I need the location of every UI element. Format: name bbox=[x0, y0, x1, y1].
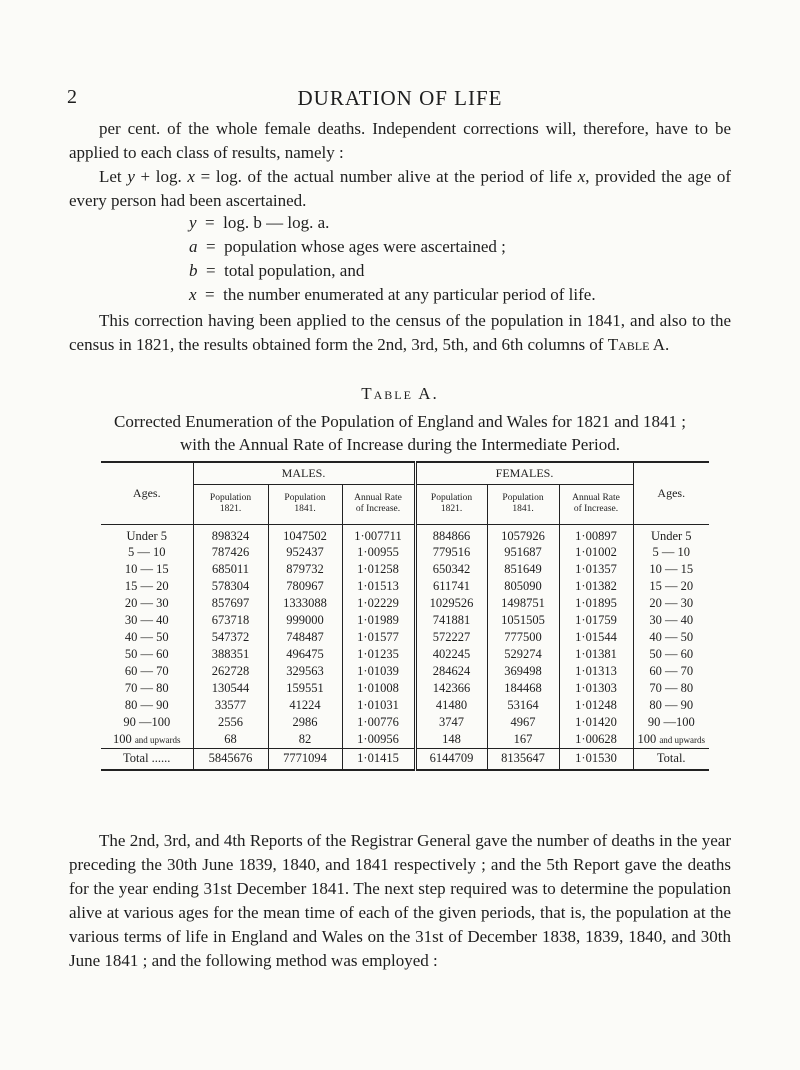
cell: 7771094 bbox=[268, 748, 342, 770]
cell: 879732 bbox=[268, 561, 342, 578]
age-cell: 50 — 60 bbox=[124, 647, 169, 661]
subheader-male-rate: Annual Rate of Increase. bbox=[342, 484, 415, 524]
para2-lead: Let bbox=[99, 167, 122, 186]
caption-line-2: with the Annual Rate of Increase during the Intermediate Period. bbox=[180, 435, 620, 454]
cell: 1057926 bbox=[487, 524, 559, 544]
age-cell: 60 — 70 bbox=[633, 663, 709, 680]
cell: 1·00897 bbox=[559, 524, 633, 544]
cell: 1·01357 bbox=[559, 561, 633, 578]
para3-table-ref: Table A. bbox=[607, 335, 670, 354]
formula-eq: = bbox=[206, 237, 216, 256]
cell: 369498 bbox=[487, 663, 559, 680]
formula-line bbox=[189, 237, 506, 257]
header-males: MALES. bbox=[193, 462, 415, 484]
cell: 329563 bbox=[268, 663, 342, 680]
cell: 1·01258 bbox=[342, 561, 415, 578]
paragraph-3 bbox=[69, 309, 731, 357]
para2-rest2: , provided the age of every person had been ascertained. bbox=[69, 167, 732, 210]
cell: 805090 bbox=[487, 578, 559, 595]
para2-plus-log: + log. bbox=[140, 167, 182, 186]
cell: 41480 bbox=[415, 697, 487, 714]
age-cell: 30 — 40 bbox=[124, 613, 169, 627]
table-row bbox=[101, 663, 709, 680]
cell: 547372 bbox=[193, 629, 268, 646]
cell: 1·00628 bbox=[559, 731, 633, 748]
age-cell: 80 — 90 bbox=[124, 698, 169, 712]
cell: 1·00955 bbox=[342, 544, 415, 561]
cell: 578304 bbox=[193, 578, 268, 595]
cell: 1·01415 bbox=[342, 748, 415, 770]
para2-y: y bbox=[127, 167, 135, 186]
subheader-female-pop-1821: Population 1821. bbox=[415, 484, 487, 524]
cell: 748487 bbox=[268, 629, 342, 646]
table-caption bbox=[40, 410, 760, 456]
cell: 1·01039 bbox=[342, 663, 415, 680]
total-label: Total ...... bbox=[101, 748, 193, 770]
age-cell: Under 5 bbox=[126, 528, 168, 543]
cell: 1·01008 bbox=[342, 680, 415, 697]
cell: 999000 bbox=[268, 612, 342, 629]
age-cell: 80 — 90 bbox=[633, 697, 709, 714]
cell: 1498751 bbox=[487, 595, 559, 612]
cell: 951687 bbox=[487, 544, 559, 561]
cell: 1·01420 bbox=[559, 714, 633, 731]
table-row bbox=[101, 612, 709, 629]
age-cell: 15 — 20 bbox=[124, 579, 169, 593]
subheader-male-pop-1841: Population 1841. bbox=[268, 484, 342, 524]
cell: 4967 bbox=[487, 714, 559, 731]
page-number: 2 bbox=[67, 86, 77, 108]
subheader-female-pop-1841: Population 1841. bbox=[487, 484, 559, 524]
cell: 1·00956 bbox=[342, 731, 415, 748]
cell: 1·01530 bbox=[559, 748, 633, 770]
cell: 898324 bbox=[193, 524, 268, 544]
formula-eq: = bbox=[205, 285, 215, 304]
para2-rest: log. of the actual number alive at the period of life bbox=[215, 167, 573, 186]
para2-x: x bbox=[187, 167, 195, 186]
cell: 130544 bbox=[193, 680, 268, 697]
age-cell: 10 — 15 bbox=[633, 561, 709, 578]
formula-line bbox=[189, 285, 596, 305]
age-cell: 70 — 80 bbox=[124, 681, 169, 695]
cell: 1333088 bbox=[268, 595, 342, 612]
cell: 41224 bbox=[268, 697, 342, 714]
cell: 68 bbox=[193, 731, 268, 748]
formula-text: log. b — log. a. bbox=[223, 213, 330, 232]
paragraph-1: per cent. of the whole female deaths. Independent corrections will, therefore, have to be applied to each class of results, namely : bbox=[69, 119, 731, 162]
age-cell: 60 — 70 bbox=[124, 664, 169, 678]
cell: 1·01577 bbox=[342, 629, 415, 646]
cell: 1051505 bbox=[487, 612, 559, 629]
cell: 1·01313 bbox=[559, 663, 633, 680]
table-row bbox=[101, 629, 709, 646]
formula-text: population whose ages were ascertained ; bbox=[224, 237, 506, 256]
cell: 1·01513 bbox=[342, 578, 415, 595]
cell: 529274 bbox=[487, 646, 559, 663]
cell: 1·01382 bbox=[559, 578, 633, 595]
cell: 284624 bbox=[415, 663, 487, 680]
cell: 1047502 bbox=[268, 524, 342, 544]
cell: 779516 bbox=[415, 544, 487, 561]
cell: 5845676 bbox=[193, 748, 268, 770]
cell: 184468 bbox=[487, 680, 559, 697]
table-row bbox=[101, 697, 709, 714]
cell: 787426 bbox=[193, 544, 268, 561]
age-cell: 40 — 50 bbox=[124, 630, 169, 644]
age-cell: 100 and upwards bbox=[633, 731, 709, 748]
cell: 1·00776 bbox=[342, 714, 415, 731]
header-ages-left: Ages. bbox=[101, 462, 193, 524]
page-header bbox=[0, 86, 800, 110]
formula-symbol: a bbox=[189, 237, 198, 256]
age-cell: 10 — 15 bbox=[124, 562, 169, 576]
cell: 388351 bbox=[193, 646, 268, 663]
cell: 1·01002 bbox=[559, 544, 633, 561]
cell: 1·01544 bbox=[559, 629, 633, 646]
table-body bbox=[101, 524, 709, 731]
cell: 650342 bbox=[415, 561, 487, 578]
table-row bbox=[101, 578, 709, 595]
formula-symbol: b bbox=[189, 261, 198, 280]
formula-eq: = bbox=[206, 261, 216, 280]
age-cell: 70 — 80 bbox=[633, 680, 709, 697]
age-cell: 50 — 60 bbox=[633, 646, 709, 663]
table-row bbox=[101, 714, 709, 731]
age-cell: Under 5 bbox=[633, 524, 709, 544]
age-cell: 40 — 50 bbox=[633, 629, 709, 646]
table-row bbox=[101, 646, 709, 663]
formula-symbol: y bbox=[189, 213, 197, 232]
cell: 572227 bbox=[415, 629, 487, 646]
cell: 159551 bbox=[268, 680, 342, 697]
cell: 402245 bbox=[415, 646, 487, 663]
cell: 148 bbox=[415, 731, 487, 748]
table-row bbox=[101, 544, 709, 561]
cell: 611741 bbox=[415, 578, 487, 595]
cell: 8135647 bbox=[487, 748, 559, 770]
cell: 1·01759 bbox=[559, 612, 633, 629]
age-cell: 90 —100 bbox=[123, 715, 171, 729]
cell: 741881 bbox=[415, 612, 487, 629]
cell: 685011 bbox=[193, 561, 268, 578]
cell: 82 bbox=[268, 731, 342, 748]
header-females: FEMALES. bbox=[415, 462, 633, 484]
formula-line bbox=[189, 213, 329, 233]
age-cell: 5 — 10 bbox=[633, 544, 709, 561]
age-cell: 15 — 20 bbox=[633, 578, 709, 595]
table-row bbox=[101, 524, 709, 544]
para3-text: This correction having been applied to the census of the population in 1841, and also to the census in 1821, the results obtained form the 2nd, 3rd, 5th, and 6th columns of bbox=[69, 311, 731, 354]
cell: 1029526 bbox=[415, 595, 487, 612]
cell: 33577 bbox=[193, 697, 268, 714]
age-cell: 20 — 30 bbox=[124, 596, 169, 610]
running-title: DURATION OF LIFE bbox=[297, 86, 503, 110]
cell: 1·01895 bbox=[559, 595, 633, 612]
paragraph-4: The 2nd, 3rd, and 4th Reports of the Registrar General gave the number of deaths in the year preceding the 30th June 1839, 1840, and 1841 respectively ; and the 5th Report gave the deaths for the year ending 31st December 1841. The next step required was to determine the population alive at various ages for the mean time of each of the given periods, that is, the population at the various terms of life in England and Wales on the 31st of December 1838, 1839, 1840, and 30th June 1841 ; and the following method was employed : bbox=[69, 831, 731, 970]
cell: 777500 bbox=[487, 629, 559, 646]
para2-x2: x bbox=[577, 167, 586, 186]
cell: 1·01031 bbox=[342, 697, 415, 714]
table-row bbox=[101, 680, 709, 697]
cell: 53164 bbox=[487, 697, 559, 714]
total-label: Total. bbox=[633, 748, 709, 770]
formula-symbol: x bbox=[189, 285, 197, 304]
subheader-female-rate: Annual Rate of Increase. bbox=[559, 484, 633, 524]
cell: 1·01235 bbox=[342, 646, 415, 663]
cell: 1·01248 bbox=[559, 697, 633, 714]
paragraph-2 bbox=[69, 165, 731, 213]
age-cell: 5 — 10 bbox=[128, 545, 166, 559]
cell: 780967 bbox=[268, 578, 342, 595]
formula-text: the number enumerated at any particular period of life. bbox=[223, 285, 596, 304]
cell: 6144709 bbox=[415, 748, 487, 770]
cell: 884866 bbox=[415, 524, 487, 544]
caption-line-1: Corrected Enumeration of the Population of England and Wales for 1821 and 1841 ; bbox=[114, 412, 686, 431]
formula-line bbox=[189, 261, 364, 281]
formula-text: total population, and bbox=[224, 261, 365, 280]
age-cell: 30 — 40 bbox=[633, 612, 709, 629]
cell: 1·01989 bbox=[342, 612, 415, 629]
table-title: Table A. bbox=[361, 384, 439, 403]
table-row bbox=[101, 595, 709, 612]
cell: 167 bbox=[487, 731, 559, 748]
age-cell: 90 —100 bbox=[633, 714, 709, 731]
cell: 1·01303 bbox=[559, 680, 633, 697]
cell: 1·007711 bbox=[342, 524, 415, 544]
header-ages-right: Ages. bbox=[633, 462, 709, 524]
age-cell: 100 and upwards bbox=[112, 731, 181, 746]
cell: 851649 bbox=[487, 561, 559, 578]
cell: 1·02229 bbox=[342, 595, 415, 612]
table-row bbox=[101, 561, 709, 578]
para2-eq: = bbox=[200, 167, 211, 186]
table-row bbox=[101, 731, 709, 748]
age-cell: 20 — 30 bbox=[633, 595, 709, 612]
cell: 857697 bbox=[193, 595, 268, 612]
formula-eq: = bbox=[205, 213, 215, 232]
population-table bbox=[101, 461, 709, 771]
cell: 2556 bbox=[193, 714, 268, 731]
total-row bbox=[101, 748, 709, 770]
subheader-male-pop-1821: Population 1821. bbox=[193, 484, 268, 524]
cell: 3747 bbox=[415, 714, 487, 731]
cell: 2986 bbox=[268, 714, 342, 731]
cell: 142366 bbox=[415, 680, 487, 697]
cell: 673718 bbox=[193, 612, 268, 629]
cell: 496475 bbox=[268, 646, 342, 663]
cell: 262728 bbox=[193, 663, 268, 680]
cell: 952437 bbox=[268, 544, 342, 561]
cell: 1·01381 bbox=[559, 646, 633, 663]
